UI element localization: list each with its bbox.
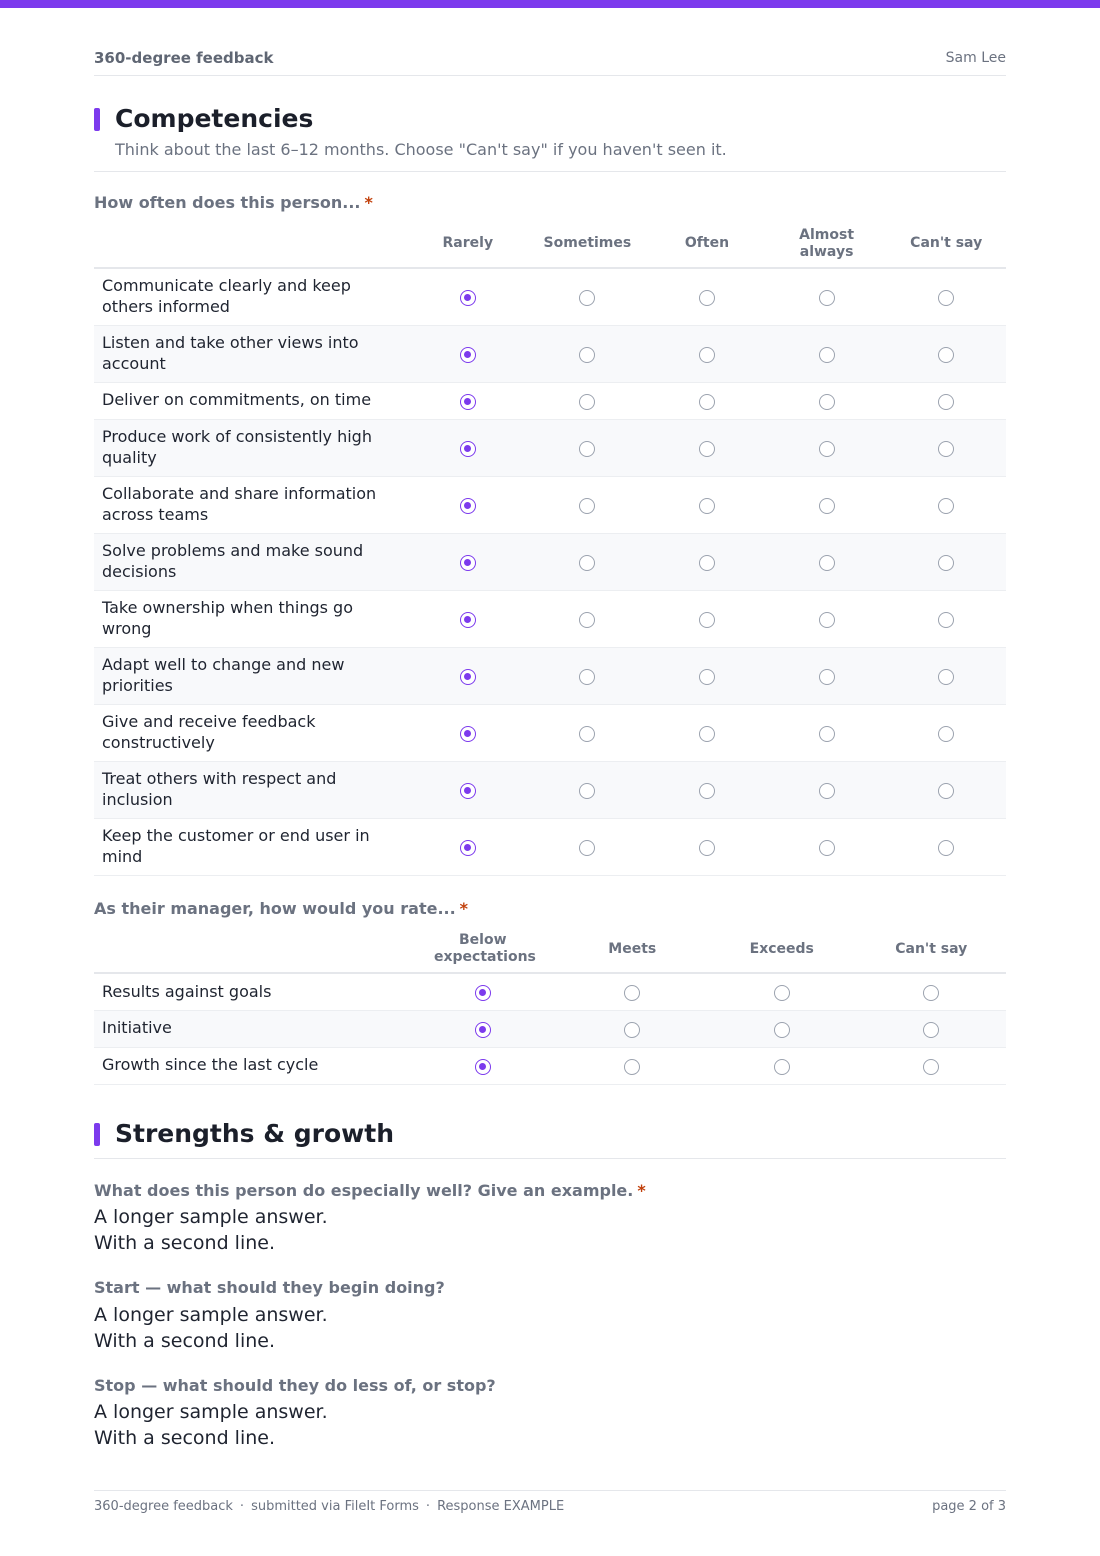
radio-option[interactable] bbox=[699, 555, 715, 571]
column-header: Often bbox=[647, 220, 767, 268]
radio-selected[interactable] bbox=[460, 669, 476, 685]
radio-option[interactable] bbox=[819, 441, 835, 457]
footer-info bbox=[94, 1499, 564, 1514]
radio-selected[interactable] bbox=[475, 1059, 491, 1075]
matrix-body bbox=[94, 973, 1006, 1084]
stop-answer: A longer sample answer. With a second line. bbox=[94, 1401, 328, 1449]
row-label: Solve problems and make sound decisions bbox=[94, 533, 408, 590]
row-label: Collaborate and share information across teams bbox=[94, 476, 408, 533]
radio-option[interactable] bbox=[699, 783, 715, 799]
radio-option[interactable] bbox=[624, 1059, 640, 1075]
radio-cell bbox=[767, 818, 887, 875]
radio-cell bbox=[528, 647, 648, 704]
row-label: Listen and take other views into account bbox=[94, 325, 408, 382]
radio-cell bbox=[528, 476, 648, 533]
radio-option[interactable] bbox=[938, 498, 954, 514]
radio-cell bbox=[886, 476, 1006, 533]
radio-option[interactable] bbox=[699, 347, 715, 363]
radio-cell bbox=[767, 382, 887, 419]
matrix-row bbox=[94, 533, 1006, 590]
matrix-row bbox=[94, 973, 1006, 1010]
radio-option[interactable] bbox=[938, 726, 954, 742]
radio-option[interactable] bbox=[938, 840, 954, 856]
radio-cell bbox=[408, 590, 528, 647]
radio-cell bbox=[528, 268, 648, 325]
radio-cell bbox=[528, 419, 648, 476]
radio-option[interactable] bbox=[774, 1022, 790, 1038]
radio-cell bbox=[857, 1047, 1007, 1084]
radio-cell bbox=[408, 382, 528, 419]
radio-cell bbox=[408, 268, 528, 325]
radio-option[interactable] bbox=[938, 612, 954, 628]
radio-selected[interactable] bbox=[460, 612, 476, 628]
radio-cell bbox=[647, 647, 767, 704]
radio-option[interactable] bbox=[819, 394, 835, 410]
footer-separator: · bbox=[425, 1499, 431, 1514]
radio-selected[interactable] bbox=[460, 498, 476, 514]
footer-submitted: submitted via FileIt Forms bbox=[251, 1499, 419, 1514]
radio-cell bbox=[408, 325, 528, 382]
respondent-name: Sam Lee bbox=[945, 50, 1006, 66]
radio-option[interactable] bbox=[699, 394, 715, 410]
radio-cell bbox=[857, 1010, 1007, 1047]
matrix-header bbox=[94, 926, 1006, 973]
matrix-row bbox=[94, 818, 1006, 875]
radio-option[interactable] bbox=[938, 394, 954, 410]
column-header: Rarely bbox=[408, 220, 528, 268]
radio-option[interactable] bbox=[624, 985, 640, 1001]
row-label: Adapt well to change and new priorities bbox=[94, 647, 408, 704]
radio-option[interactable] bbox=[579, 290, 595, 306]
radio-selected[interactable] bbox=[475, 1022, 491, 1038]
row-label: Treat others with respect and inclusion bbox=[94, 761, 408, 818]
radio-option[interactable] bbox=[819, 612, 835, 628]
radio-option[interactable] bbox=[699, 669, 715, 685]
grid2-question: As their manager, how would you rate... * bbox=[94, 899, 469, 918]
required-marker: * bbox=[459, 899, 469, 918]
matrix-row bbox=[94, 647, 1006, 704]
radio-cell bbox=[886, 533, 1006, 590]
footer-form-title: 360-degree feedback bbox=[94, 1499, 233, 1514]
radio-option[interactable] bbox=[699, 498, 715, 514]
radio-cell bbox=[647, 419, 767, 476]
radio-cell bbox=[886, 590, 1006, 647]
radio-option[interactable] bbox=[923, 985, 939, 1001]
radio-option[interactable] bbox=[819, 726, 835, 742]
radio-cell bbox=[647, 533, 767, 590]
column-header: Meets bbox=[558, 926, 708, 973]
footer-response: Response EXAMPLE bbox=[437, 1499, 565, 1514]
row-label: Give and receive feedback constructively bbox=[94, 704, 408, 761]
manager-rating-matrix bbox=[94, 926, 1006, 1085]
required-marker: * bbox=[637, 1181, 646, 1200]
radio-cell bbox=[647, 818, 767, 875]
radio-cell bbox=[408, 761, 528, 818]
section-description: Think about the last 6–12 months. Choose "Can't say" if you haven't seen it. bbox=[115, 140, 727, 159]
radio-cell bbox=[528, 533, 648, 590]
section-divider bbox=[94, 171, 1006, 172]
radio-option[interactable] bbox=[819, 498, 835, 514]
radio-option[interactable] bbox=[624, 1022, 640, 1038]
radio-selected[interactable] bbox=[460, 394, 476, 410]
matrix-body bbox=[94, 268, 1006, 875]
radio-option[interactable] bbox=[579, 783, 595, 799]
radio-cell bbox=[647, 590, 767, 647]
radio-cell bbox=[528, 818, 648, 875]
radio-option[interactable] bbox=[579, 347, 595, 363]
radio-cell bbox=[767, 533, 887, 590]
radio-option[interactable] bbox=[699, 441, 715, 457]
radio-cell bbox=[408, 818, 528, 875]
radio-option[interactable] bbox=[699, 612, 715, 628]
radio-selected[interactable] bbox=[460, 840, 476, 856]
column-header: Exceeds bbox=[707, 926, 857, 973]
strengths-question: What does this person do especially well? Give an example. * bbox=[94, 1181, 646, 1200]
radio-option[interactable] bbox=[579, 840, 595, 856]
radio-cell bbox=[767, 419, 887, 476]
row-label: Produce work of consistently high quality bbox=[94, 419, 408, 476]
grid1-question: How often does this person... * bbox=[94, 193, 373, 212]
row-label: Keep the customer or end user in mind bbox=[94, 818, 408, 875]
radio-cell bbox=[767, 476, 887, 533]
radio-option[interactable] bbox=[819, 555, 835, 571]
radio-option[interactable] bbox=[938, 669, 954, 685]
matrix-row bbox=[94, 704, 1006, 761]
radio-cell bbox=[886, 325, 1006, 382]
radio-cell bbox=[707, 973, 857, 1010]
matrix-row bbox=[94, 419, 1006, 476]
radio-cell bbox=[558, 973, 708, 1010]
matrix-row bbox=[94, 761, 1006, 818]
radio-cell bbox=[647, 382, 767, 419]
radio-option[interactable] bbox=[819, 669, 835, 685]
radio-cell bbox=[647, 476, 767, 533]
start-answer: A longer sample answer. With a second line. bbox=[94, 1304, 328, 1352]
start-question: Start — what should they begin doing? bbox=[94, 1278, 445, 1297]
matrix-row bbox=[94, 325, 1006, 382]
radio-option[interactable] bbox=[819, 840, 835, 856]
radio-option[interactable] bbox=[579, 726, 595, 742]
radio-cell bbox=[408, 419, 528, 476]
radio-cell bbox=[886, 704, 1006, 761]
radio-cell bbox=[707, 1047, 857, 1084]
stop-question: Stop — what should they do less of, or stop? bbox=[94, 1376, 496, 1395]
radio-cell bbox=[408, 973, 558, 1010]
matrix-header bbox=[94, 220, 1006, 268]
section-marker bbox=[94, 1123, 100, 1146]
radio-option[interactable] bbox=[923, 1059, 939, 1075]
radio-cell bbox=[528, 590, 648, 647]
matrix-row bbox=[94, 476, 1006, 533]
radio-cell bbox=[408, 476, 528, 533]
radio-cell bbox=[647, 704, 767, 761]
radio-cell bbox=[886, 647, 1006, 704]
radio-selected[interactable] bbox=[460, 555, 476, 571]
radio-option[interactable] bbox=[579, 498, 595, 514]
radio-option[interactable] bbox=[938, 783, 954, 799]
row-label: Results against goals bbox=[94, 973, 408, 1010]
column-header: Can't say bbox=[857, 926, 1007, 973]
radio-option[interactable] bbox=[579, 394, 595, 410]
radio-selected[interactable] bbox=[460, 441, 476, 457]
accent-bar bbox=[0, 0, 1100, 8]
section-marker bbox=[94, 108, 100, 131]
matrix-row bbox=[94, 1047, 1006, 1084]
radio-cell bbox=[408, 647, 528, 704]
radio-cell bbox=[647, 761, 767, 818]
section-divider bbox=[94, 1158, 1006, 1159]
radio-cell bbox=[767, 761, 887, 818]
radio-option[interactable] bbox=[819, 347, 835, 363]
radio-option[interactable] bbox=[938, 347, 954, 363]
row-label-header bbox=[94, 220, 408, 268]
form-title: 360-degree feedback bbox=[94, 49, 274, 67]
radio-cell bbox=[528, 704, 648, 761]
radio-cell bbox=[647, 325, 767, 382]
radio-cell bbox=[767, 325, 887, 382]
radio-selected[interactable] bbox=[460, 347, 476, 363]
page-number: page 2 of 3 bbox=[932, 1499, 1006, 1514]
radio-cell bbox=[857, 973, 1007, 1010]
column-header: Almost always bbox=[767, 220, 887, 268]
radio-cell bbox=[886, 761, 1006, 818]
matrix-row bbox=[94, 268, 1006, 325]
radio-cell bbox=[408, 1047, 558, 1084]
radio-cell bbox=[767, 268, 887, 325]
row-label: Take ownership when things go wrong bbox=[94, 590, 408, 647]
radio-option[interactable] bbox=[938, 441, 954, 457]
row-label-header bbox=[94, 926, 408, 973]
radio-cell bbox=[528, 382, 648, 419]
radio-option[interactable] bbox=[923, 1022, 939, 1038]
page-header bbox=[94, 48, 1006, 76]
radio-cell bbox=[528, 761, 648, 818]
row-label: Initiative bbox=[94, 1010, 408, 1047]
frequency-matrix bbox=[94, 220, 1006, 876]
radio-cell bbox=[408, 704, 528, 761]
radio-option[interactable] bbox=[774, 985, 790, 1001]
column-header: Can't say bbox=[886, 220, 1006, 268]
matrix-row bbox=[94, 590, 1006, 647]
radio-option[interactable] bbox=[699, 840, 715, 856]
row-label: Growth since the last cycle bbox=[94, 1047, 408, 1084]
radio-cell bbox=[647, 268, 767, 325]
matrix-row bbox=[94, 382, 1006, 419]
radio-option[interactable] bbox=[819, 783, 835, 799]
matrix-row bbox=[94, 1010, 1006, 1047]
radio-selected[interactable] bbox=[460, 726, 476, 742]
radio-selected[interactable] bbox=[460, 290, 476, 306]
radio-cell bbox=[767, 704, 887, 761]
radio-cell bbox=[886, 268, 1006, 325]
radio-cell bbox=[528, 325, 648, 382]
radio-option[interactable] bbox=[579, 669, 595, 685]
radio-cell bbox=[767, 590, 887, 647]
radio-cell bbox=[767, 647, 887, 704]
radio-cell bbox=[558, 1010, 708, 1047]
column-header: Sometimes bbox=[528, 220, 648, 268]
section-title-strengths: Strengths & growth bbox=[115, 1119, 395, 1148]
radio-option[interactable] bbox=[938, 290, 954, 306]
section-title-competencies: Competencies bbox=[115, 104, 314, 133]
strengths-answer: A longer sample answer. With a second line. bbox=[94, 1206, 328, 1254]
radio-cell bbox=[558, 1047, 708, 1084]
column-header: Below expectations bbox=[408, 926, 558, 973]
radio-cell bbox=[408, 1010, 558, 1047]
radio-option[interactable] bbox=[579, 555, 595, 571]
footer-separator: · bbox=[239, 1499, 245, 1514]
radio-selected[interactable] bbox=[460, 783, 476, 799]
radio-option[interactable] bbox=[579, 441, 595, 457]
radio-option[interactable] bbox=[579, 612, 595, 628]
radio-option[interactable] bbox=[699, 290, 715, 306]
radio-option[interactable] bbox=[938, 555, 954, 571]
row-label: Deliver on commitments, on time bbox=[94, 382, 408, 419]
radio-option[interactable] bbox=[699, 726, 715, 742]
radio-cell bbox=[408, 533, 528, 590]
radio-cell bbox=[886, 382, 1006, 419]
radio-option[interactable] bbox=[774, 1059, 790, 1075]
radio-selected[interactable] bbox=[475, 985, 491, 1001]
radio-cell bbox=[886, 818, 1006, 875]
row-label: Communicate clearly and keep others informed bbox=[94, 268, 408, 325]
page-footer bbox=[94, 1490, 1006, 1520]
radio-cell bbox=[707, 1010, 857, 1047]
required-marker: * bbox=[364, 193, 373, 212]
radio-option[interactable] bbox=[819, 290, 835, 306]
radio-cell bbox=[886, 419, 1006, 476]
